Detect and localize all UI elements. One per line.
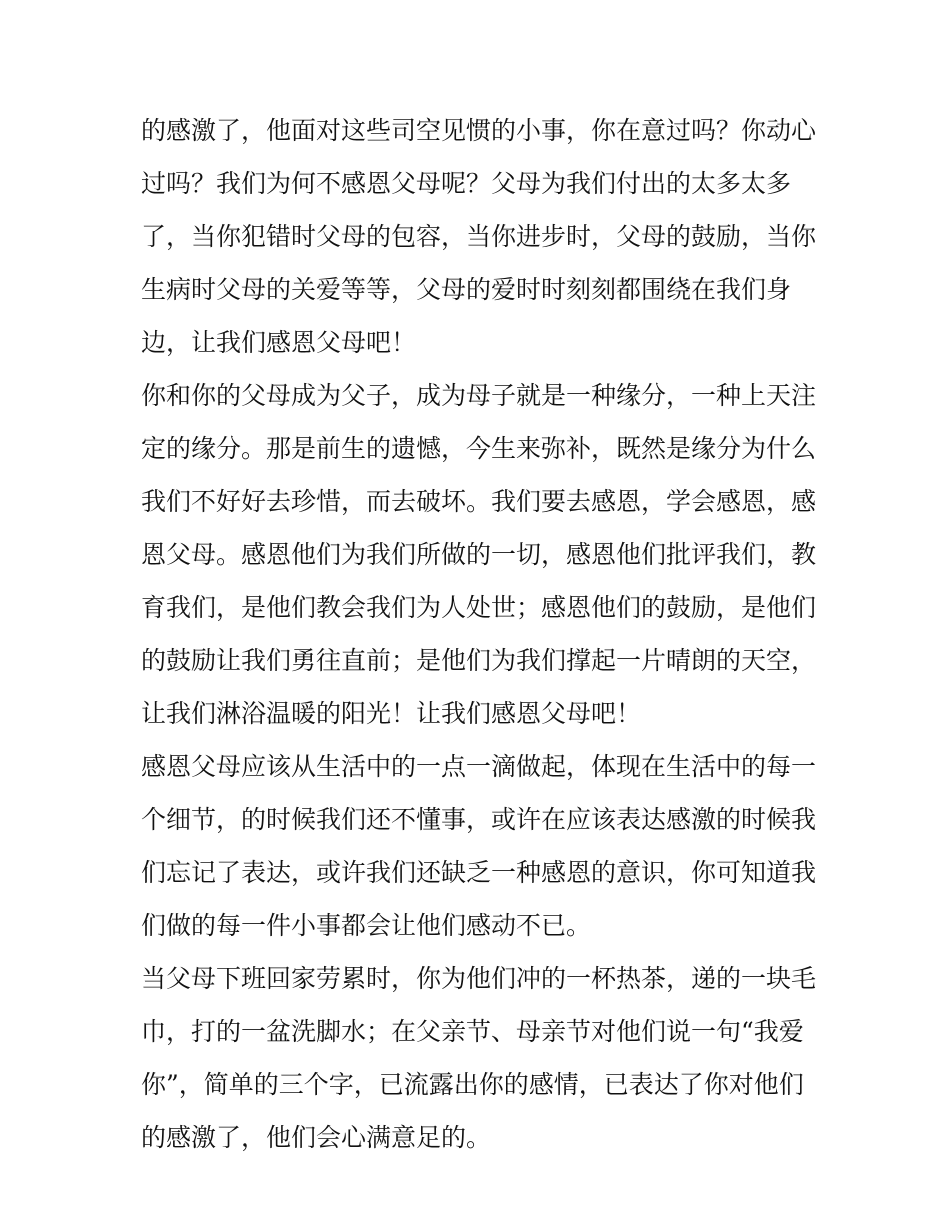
text-line: 让我们淋浴温暖的阳光！让我们感恩父母吧！ [141, 699, 642, 728]
text-line: 我们不好好去珍惜，而去破坏。我们要去感恩，学会感恩，感 [141, 487, 817, 516]
text-line: 当父母下班回家劳累时，你为他们冲的一杯热茶，递的一块毛 [141, 964, 817, 993]
text-line: 定的缘分。那是前生的遗憾，今生来弥补，既然是缘分为什么 [141, 434, 817, 463]
text-line: 的鼓励让我们勇往直前；是他们为我们撑起一片晴朗的天空， [141, 646, 817, 675]
text-line: 生病时父母的关爱等等，父母的爱时时刻刻都围绕在我们身 [141, 275, 792, 304]
text-line: 恩父母。感恩他们为我们所做的一切，感恩他们批评我们，教 [141, 540, 817, 569]
text-line: 你和你的父母成为父子，成为母子就是一种缘分，一种上天注 [141, 381, 817, 410]
text-line: 个细节，的时候我们还不懂事，或许在应该表达感激的时候我 [141, 805, 817, 834]
text-line: 边，让我们感恩父母吧！ [141, 328, 417, 357]
text-line: 了，当你犯错时父母的包容，当你进步时，父母的鼓励，当你 [141, 222, 817, 251]
text-line: 巾，打的一盆洗脚水；在父亲节、母亲节对他们说一句“我爱 [141, 1017, 804, 1046]
text-line: 的感激了，他面对这些司空见惯的小事，你在意过吗？你动心 [141, 116, 817, 145]
text-line: 们忘记了表达，或许我们还缺乏一种感恩的意识，你可知道我 [141, 858, 817, 887]
text-line: 感恩父母应该从生活中的一点一滴做起，体现在生活中的每一 [141, 752, 817, 781]
body-text [141, 104, 821, 1164]
text-line: 们做的每一件小事都会让他们感动不已。 [141, 911, 592, 940]
text-line: 过吗？我们为何不感恩父母呢？父母为我们付出的太多太多 [141, 169, 792, 198]
text-line: 你”，简单的三个字，已流露出你的感情，已表达了你对他们 [141, 1070, 804, 1099]
text-line: 育我们，是他们教会我们为人处世；感恩他们的鼓励，是他们 [141, 593, 817, 622]
text-line: 的感激了，他们会心满意足的。 [141, 1123, 492, 1152]
